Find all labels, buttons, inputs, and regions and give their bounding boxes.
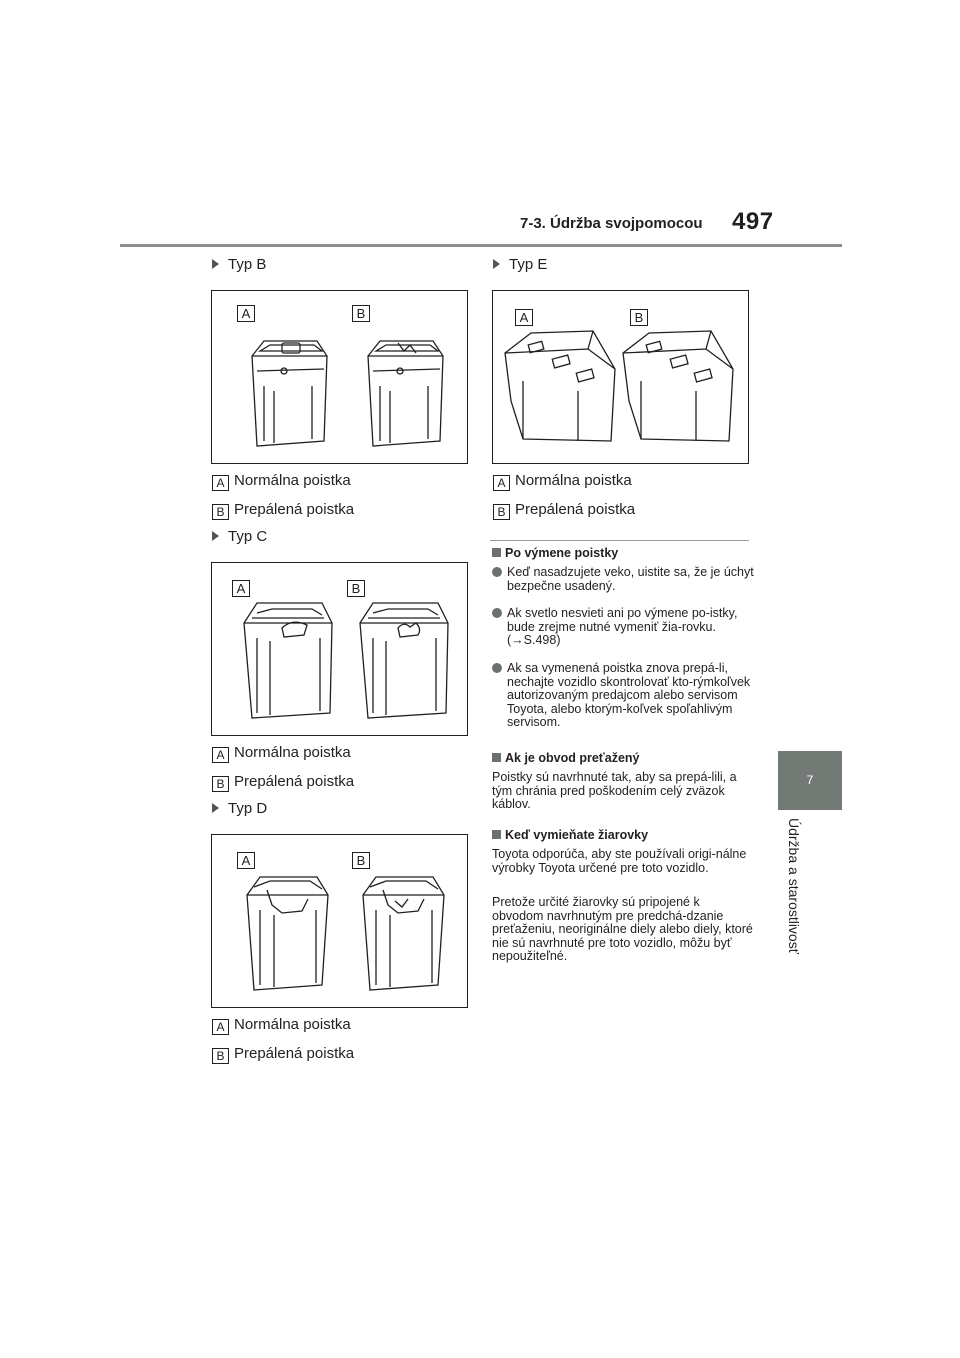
type-e-label: Typ E [509, 256, 548, 273]
square-bullet-icon [492, 753, 501, 762]
bullet-text: Ak svetlo nesvieti ani po výmene po-istky, bude zrejme nutné vymeniť žia-rovku. (→S.498) [507, 606, 738, 647]
type-b-label: Typ B [228, 256, 267, 273]
type-c-label: Typ C [228, 528, 268, 545]
legend-b-box: B [212, 504, 229, 520]
bullet-text: Ak sa vymenená poistka znova prepá-li, nechajte vozidlo skontrolovať kto-rýmkoľvek autorizovaným predajcom alebo servisom Toyota, alebo ktorým-koľvek spoľahlivým servisom. [507, 661, 751, 729]
chapter-label-vertical [786, 818, 808, 988]
type-e-heading [493, 255, 547, 275]
figure-type-b [211, 290, 468, 464]
figure-label-a: A [515, 309, 533, 326]
legend-b-box: B [493, 504, 510, 520]
legend-b [212, 500, 354, 520]
legend-a-box: A [493, 475, 510, 491]
figure-label-b: B [630, 309, 648, 326]
legend-a-box: A [212, 1019, 229, 1035]
subheading-bulbs-text: Keď vymieňate žiarovky [505, 828, 649, 842]
header-rule [120, 244, 842, 247]
type-d-label: Typ D [228, 800, 268, 817]
figure-label-b: B [347, 580, 365, 597]
legend-b [493, 500, 635, 520]
triangle-bullet-icon [212, 803, 219, 813]
figure-label-b: B [352, 852, 370, 869]
figure-type-d [211, 834, 468, 1008]
chapter-number: 7 [806, 773, 814, 787]
bullet-item [492, 566, 752, 594]
figure-label-a: A [237, 852, 255, 869]
legend-blown-text: Prepálená poistka [234, 773, 355, 790]
section-title: 7-3. Údržba svojpomocou [520, 215, 703, 232]
triangle-bullet-icon [212, 531, 219, 541]
round-bullet-icon [492, 608, 502, 618]
legend-a [212, 1015, 351, 1035]
triangle-bullet-icon [493, 259, 500, 269]
round-bullet-icon [492, 663, 502, 673]
bullet-item [492, 662, 752, 732]
fuse-b-illustration [212, 291, 469, 465]
legend-b-box: B [212, 1048, 229, 1064]
figure-label-a: A [237, 305, 255, 322]
legend-b [212, 772, 354, 792]
square-bullet-icon [492, 548, 501, 557]
section-divider [490, 540, 749, 541]
fuse-e-illustration [493, 291, 750, 465]
chapter-tab [778, 751, 842, 810]
legend-a [212, 471, 351, 491]
subheading-bulbs [492, 827, 648, 843]
chapter-title: Údržba a starostlivosť [786, 818, 802, 954]
fuse-c-illustration [212, 563, 469, 737]
overload-paragraph: Poistky sú navrhnuté tak, aby sa prepá-lili, a tým chránia pred poškodením celý zväzok káblov. [492, 770, 737, 811]
legend-a [212, 743, 351, 763]
subheading-overload [492, 750, 640, 766]
figure-type-e [492, 290, 749, 464]
legend-b [212, 1044, 354, 1064]
figure-label-a: A [232, 580, 250, 597]
legend-b-box: B [212, 776, 229, 792]
legend-normal-text: Normálna poistka [515, 472, 632, 489]
type-c-heading [212, 527, 267, 547]
subheading-after-replace-text: Po výmene poistky [505, 546, 619, 560]
page-number: 497 [732, 208, 774, 235]
round-bullet-icon [492, 567, 502, 577]
subheading-overload-text: Ak je obvod preťažený [505, 751, 640, 765]
triangle-bullet-icon [212, 259, 219, 269]
type-d-heading [212, 799, 267, 819]
legend-normal-text: Normálna poistka [234, 744, 351, 761]
square-bullet-icon [492, 830, 501, 839]
legend-normal-text: Normálna poistka [234, 1016, 351, 1033]
subheading-after-replace [492, 545, 618, 561]
legend-a-box: A [212, 475, 229, 491]
legend-a [493, 471, 632, 491]
figure-label-b: B [352, 305, 370, 322]
legend-blown-text: Prepálená poistka [234, 1045, 355, 1062]
bullet-item [492, 607, 752, 649]
legend-normal-text: Normálna poistka [234, 472, 351, 489]
figure-type-c [211, 562, 468, 736]
legend-a-box: A [212, 747, 229, 763]
bullet-text: Keď nasadzujete veko, uistite sa, že je úchyt bezpečne usadený. [507, 565, 754, 593]
bulbs-paragraph-2: Pretože určité žiarovky sú pripojené k obvodom navrhnutým pre predchá-dzanie preťaženiu, neoriginálne diely alebo diely, ktoré nie sú navrhnuté pre toto vozidlo, môžu byť nepoužiteľné. [492, 895, 753, 963]
bulbs-paragraph-1: Toyota odporúča, aby ste používali origi-nálne výrobky Toyota určené pre toto vozidlo. [492, 847, 747, 875]
fuse-d-illustration [212, 835, 469, 1009]
legend-blown-text: Prepálená poistka [234, 501, 355, 518]
legend-blown-text: Prepálená poistka [515, 501, 636, 518]
type-b-heading [212, 255, 266, 275]
